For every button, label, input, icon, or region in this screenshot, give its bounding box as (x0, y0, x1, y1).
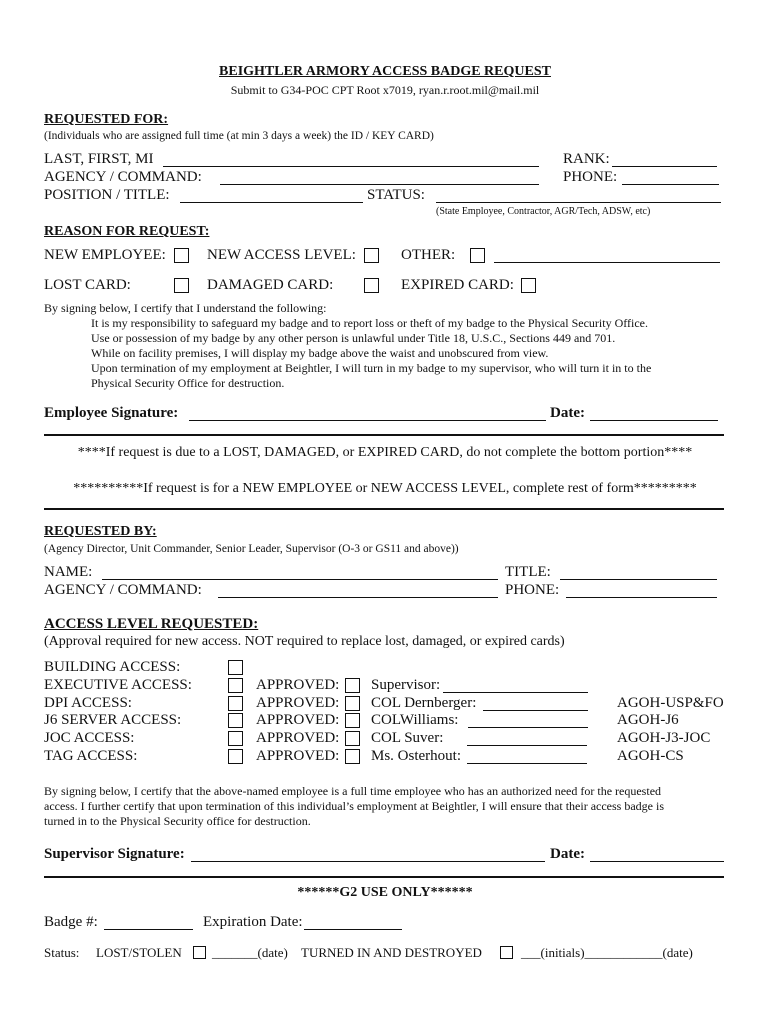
new-access-level-checkbox[interactable] (364, 248, 379, 263)
access-row-label: JOC ACCESS: (44, 730, 135, 746)
requestor-phone-label: PHONE: (505, 582, 560, 598)
lost-stolen-checkbox[interactable] (193, 946, 206, 959)
supervisor-signature-field[interactable] (191, 861, 545, 862)
approver-label: Supervisor: (371, 677, 441, 693)
supervisor-date-field[interactable] (590, 861, 724, 862)
office-code: AGOH-USP&FO (617, 695, 724, 711)
other-label: OTHER: (401, 247, 456, 263)
expiration-date-label: Expiration Date: (203, 914, 303, 930)
approved-label: APPROVED: (256, 748, 340, 764)
status-label: STATUS: (367, 187, 425, 203)
joc-approved-checkbox[interactable] (345, 731, 360, 746)
requestor-agency-label: AGENCY / COMMAND: (44, 582, 202, 598)
access-row-label: TAG ACCESS: (44, 748, 138, 764)
access-level-note: (Approval required for new access. NOT required to replace lost, damaged, or expired cards) (44, 634, 565, 649)
requestor-agency-field[interactable] (218, 597, 498, 598)
approver-label: COLWilliams: (371, 712, 459, 728)
supervisor-certify-line: By signing below, I certify that the above-named employee is a full time employee who has an authorized need for the requested (44, 784, 662, 798)
j6-server-access-checkbox[interactable] (228, 713, 243, 728)
damaged-card-label: DAMAGED CARD: (207, 277, 334, 293)
divider (44, 434, 724, 436)
phone-field[interactable] (622, 184, 719, 185)
employee-date-label: Date: (550, 405, 585, 421)
approved-label: APPROVED: (256, 695, 340, 711)
divider (44, 876, 724, 878)
reason-heading: REASON FOR REQUEST: (44, 224, 210, 239)
dpi-access-checkbox[interactable] (228, 696, 243, 711)
other-field[interactable] (494, 262, 720, 263)
approver-label: COL Dernberger: (371, 695, 477, 711)
requested-by-heading: REQUESTED BY: (44, 524, 157, 539)
approver-label: Ms. Osterhout: (371, 748, 461, 764)
requestor-title-field[interactable] (560, 579, 717, 580)
employee-date-field[interactable] (590, 420, 718, 421)
lost-card-checkbox[interactable] (174, 278, 189, 293)
certify-item: Upon termination of my employment at Beightler, I will turn in my badge to my supervisor, who will turn it in to the (91, 361, 652, 375)
position-title-field[interactable] (180, 202, 363, 203)
office-code: AGOH-CS (617, 748, 684, 764)
approver-field[interactable] (443, 692, 588, 693)
requested-by-note: (Agency Director, Unit Commander, Senior Leader, Supervisor (O-3 or GS11 and above)) (44, 543, 459, 555)
requestor-phone-field[interactable] (566, 597, 717, 598)
g2-heading: ******G2 USE ONLY****** (297, 885, 473, 900)
g2-status-label: Status: (44, 945, 80, 960)
requested-for-note: (Individuals who are assigned full time (at min 3 days a week) the ID / KEY CARD) (44, 130, 434, 142)
new-employee-label: NEW EMPLOYEE: (44, 247, 166, 263)
badge-number-field[interactable] (104, 929, 193, 930)
executive-access-checkbox[interactable] (228, 678, 243, 693)
supervisor-date-label: Date: (550, 846, 585, 862)
approved-label: APPROVED: (256, 730, 340, 746)
position-title-label: POSITION / TITLE: (44, 187, 170, 203)
executive-approved-checkbox[interactable] (345, 678, 360, 693)
status-field[interactable] (436, 202, 721, 203)
approver-field[interactable] (467, 763, 587, 764)
submit-instructions: Submit to G34-POC CPT Root x7019, ryan.r.root.mil@mail.mil (230, 83, 540, 97)
office-code: AGOH-J6 (617, 712, 679, 728)
requested-for-heading: REQUESTED FOR: (44, 112, 169, 127)
certify-item: It is my responsibility to safeguard my badge and to report loss or theft of my badge to the Physical Security Office. (91, 316, 648, 330)
lost-stolen-date: _______(date) (212, 945, 288, 960)
lost-stolen-label: LOST/STOLEN (96, 945, 182, 960)
status-note: (State Employee, Contractor, AGR/Tech, ADSW, etc) (436, 206, 651, 217)
requestor-name-field[interactable] (102, 579, 498, 580)
employee-signature-field[interactable] (189, 420, 546, 421)
agency-command-label: AGENCY / COMMAND: (44, 169, 202, 185)
access-row-label: J6 SERVER ACCESS: (44, 712, 182, 728)
page-title: BEIGHTLER ARMORY ACCESS BADGE REQUEST (219, 64, 551, 79)
tag-access-checkbox[interactable] (228, 749, 243, 764)
turned-in-label: TURNED IN AND DESTROYED (301, 945, 482, 960)
last-first-mi-label: LAST, FIRST, MI (44, 151, 154, 167)
approver-label: COL Suver: (371, 730, 444, 746)
rank-field[interactable] (612, 166, 717, 167)
access-level-heading: ACCESS LEVEL REQUESTED: (44, 616, 259, 632)
expired-card-label: EXPIRED CARD: (401, 277, 514, 293)
tag-approved-checkbox[interactable] (345, 749, 360, 764)
rank-label: RANK: (563, 151, 610, 167)
employee-certify-intro: By signing below, I certify that I understand the following: (44, 301, 327, 315)
certify-item: Use or possession of my badge by any other person is unlawful under Title 18, U.S.C., Sections 449 and 701. (91, 331, 616, 345)
requestor-name-label: NAME: (44, 564, 93, 580)
dpi-approved-checkbox[interactable] (345, 696, 360, 711)
j6-approved-checkbox[interactable] (345, 713, 360, 728)
expiration-date-field[interactable] (304, 929, 402, 930)
approved-label: APPROVED: (256, 712, 340, 728)
phone-label: PHONE: (563, 169, 618, 185)
approver-field[interactable] (483, 710, 588, 711)
expired-card-checkbox[interactable] (521, 278, 536, 293)
new-access-level-label: NEW ACCESS LEVEL: (207, 247, 356, 263)
agency-command-field[interactable] (220, 184, 539, 185)
access-row-label: DPI ACCESS: (44, 695, 132, 711)
turned-in-checkbox[interactable] (500, 946, 513, 959)
office-code: AGOH-J3-JOC (617, 730, 711, 746)
last-first-mi-field[interactable] (163, 166, 539, 167)
supervisor-signature-label: Supervisor Signature: (44, 846, 185, 862)
access-row-label: EXECUTIVE ACCESS: (44, 677, 192, 693)
lost-damaged-notice: ****If request is due to a LOST, DAMAGED, or EXPIRED CARD, do not complete the bottom portion**** (77, 445, 693, 460)
lost-card-label: LOST CARD: (44, 277, 131, 293)
certify-item: While on facility premises, I will display my badge above the waist and unobscured from view. (91, 346, 549, 360)
building-access-checkbox[interactable] (228, 660, 243, 675)
approved-label: APPROVED: (256, 677, 340, 693)
access-row-label: BUILDING ACCESS: (44, 659, 181, 675)
employee-signature-label: Employee Signature: (44, 405, 179, 421)
supervisor-certify-line: turned in to the Physical Security office for destruction. (44, 814, 311, 828)
badge-number-label: Badge #: (44, 914, 98, 930)
divider (44, 508, 724, 510)
joc-access-checkbox[interactable] (228, 731, 243, 746)
certify-item: Physical Security Office for destruction. (91, 376, 285, 390)
approver-field[interactable] (467, 745, 587, 746)
damaged-card-checkbox[interactable] (364, 278, 379, 293)
other-checkbox[interactable] (470, 248, 485, 263)
supervisor-certify-line: access. I further certify that upon termination of this individual’s employment at Beightler, I will ensure that their access badge is (44, 799, 665, 813)
new-employee-checkbox[interactable] (174, 248, 189, 263)
new-employee-notice: **********If request is for a NEW EMPLOYEE or NEW ACCESS LEVEL, complete rest of form********* (73, 481, 697, 496)
approver-field[interactable] (468, 727, 588, 728)
requestor-title-label: TITLE: (505, 564, 551, 580)
initials-date: ___(initials)____________(date) (521, 945, 693, 960)
